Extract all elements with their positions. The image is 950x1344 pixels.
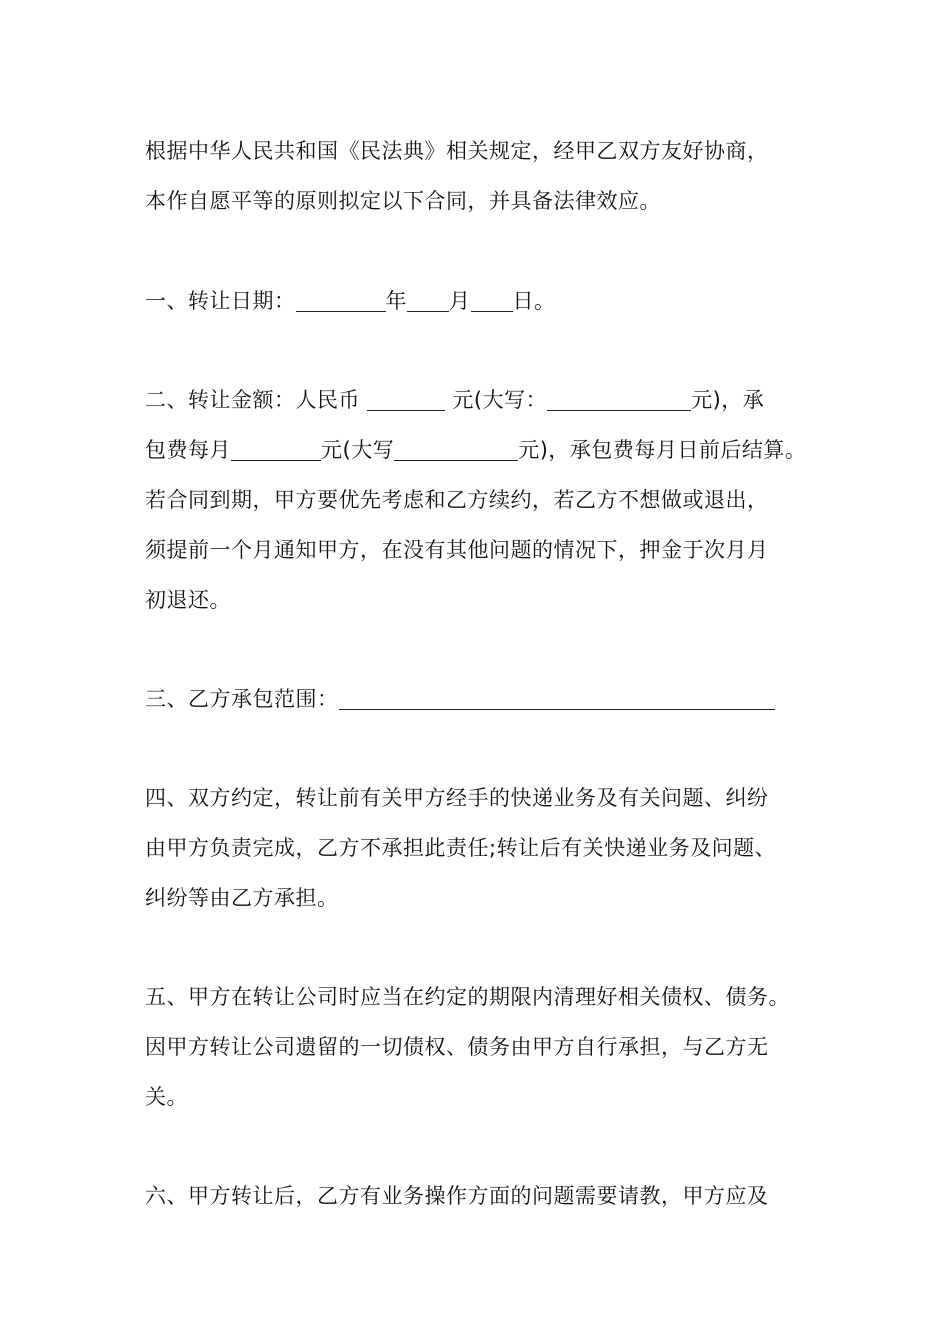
clause-6-line-1: 六、甲方转让后，乙方有业务操作方面的问题需要请教，甲方应及 bbox=[145, 1184, 769, 1208]
clause-4-agreement bbox=[145, 773, 825, 923]
intro-line-1: 根据中华人民共和国《民法典》相关规定，经甲乙双方友好协商， bbox=[145, 139, 769, 163]
clause-4-line-2: 由甲方负责完成，乙方不承担此责任;转让后有关快递业务及问题、 bbox=[145, 836, 777, 860]
monthly-fee-label: 包费每月 bbox=[145, 438, 231, 462]
clause-2-line-4: 须提前一个月通知甲方，在没有其他问题的情况下，押金于次月月 bbox=[145, 538, 769, 562]
day-text: 日。 bbox=[512, 289, 556, 313]
clause-1-transfer-date bbox=[145, 276, 825, 326]
monthly-fee-daxie-blank bbox=[394, 438, 518, 461]
clause-2-transfer-amount bbox=[145, 375, 825, 625]
clause-5-line-1: 五、甲方在转让公司时应当在约定的期限内清理好相关债权、债务。 bbox=[145, 985, 790, 1009]
amount-cheng-text: 元)，承 bbox=[691, 388, 765, 412]
clause-1-label: 一、转让日期： bbox=[145, 289, 296, 313]
date-year-blank bbox=[296, 289, 386, 312]
clause-5-line-2: 因甲方转让公司遗留的一切债权、债务由甲方自行承担，与乙方无 bbox=[145, 1035, 769, 1059]
monthly-fee-daxie-text: 元(大写 bbox=[321, 438, 395, 462]
clause-2-line-5: 初退还。 bbox=[145, 588, 231, 612]
amount-daxie-text: 元(大写： bbox=[452, 388, 548, 412]
intro-line-2: 本作自愿平等的原则拟定以下合同，并具备法律效应。 bbox=[145, 189, 661, 213]
clause-5-line-3: 关。 bbox=[145, 1085, 188, 1109]
year-text: 年 bbox=[385, 289, 407, 313]
scope-blank bbox=[339, 687, 775, 710]
clause-6-support bbox=[145, 1171, 825, 1221]
intro-paragraph bbox=[145, 126, 825, 226]
clause-4-line-3: 纠纷等由乙方承担。 bbox=[145, 886, 339, 910]
clause-2-line-3: 若合同到期，甲方要优先考虑和乙方续约，若乙方不想做或退出， bbox=[145, 488, 769, 512]
clause-3-label: 三、乙方承包范围： bbox=[145, 687, 339, 711]
date-day-blank bbox=[471, 289, 513, 312]
amount-daxie-blank bbox=[547, 388, 691, 411]
monthly-fee-blank bbox=[231, 438, 321, 461]
clause-3-scope bbox=[145, 674, 825, 724]
clause-2-label: 二、转让金额：人民币 bbox=[145, 388, 360, 412]
date-month-blank bbox=[407, 289, 449, 312]
month-text: 月 bbox=[449, 289, 471, 313]
amount-blank bbox=[367, 388, 445, 411]
clause-4-line-1: 四、双方约定，转让前有关甲方经手的快递业务及有关问题、纠纷 bbox=[145, 786, 769, 810]
clause-5-debts bbox=[145, 972, 825, 1122]
monthly-fee-settlement-text: 元)，承包费每月日前后结算。 bbox=[518, 438, 807, 462]
